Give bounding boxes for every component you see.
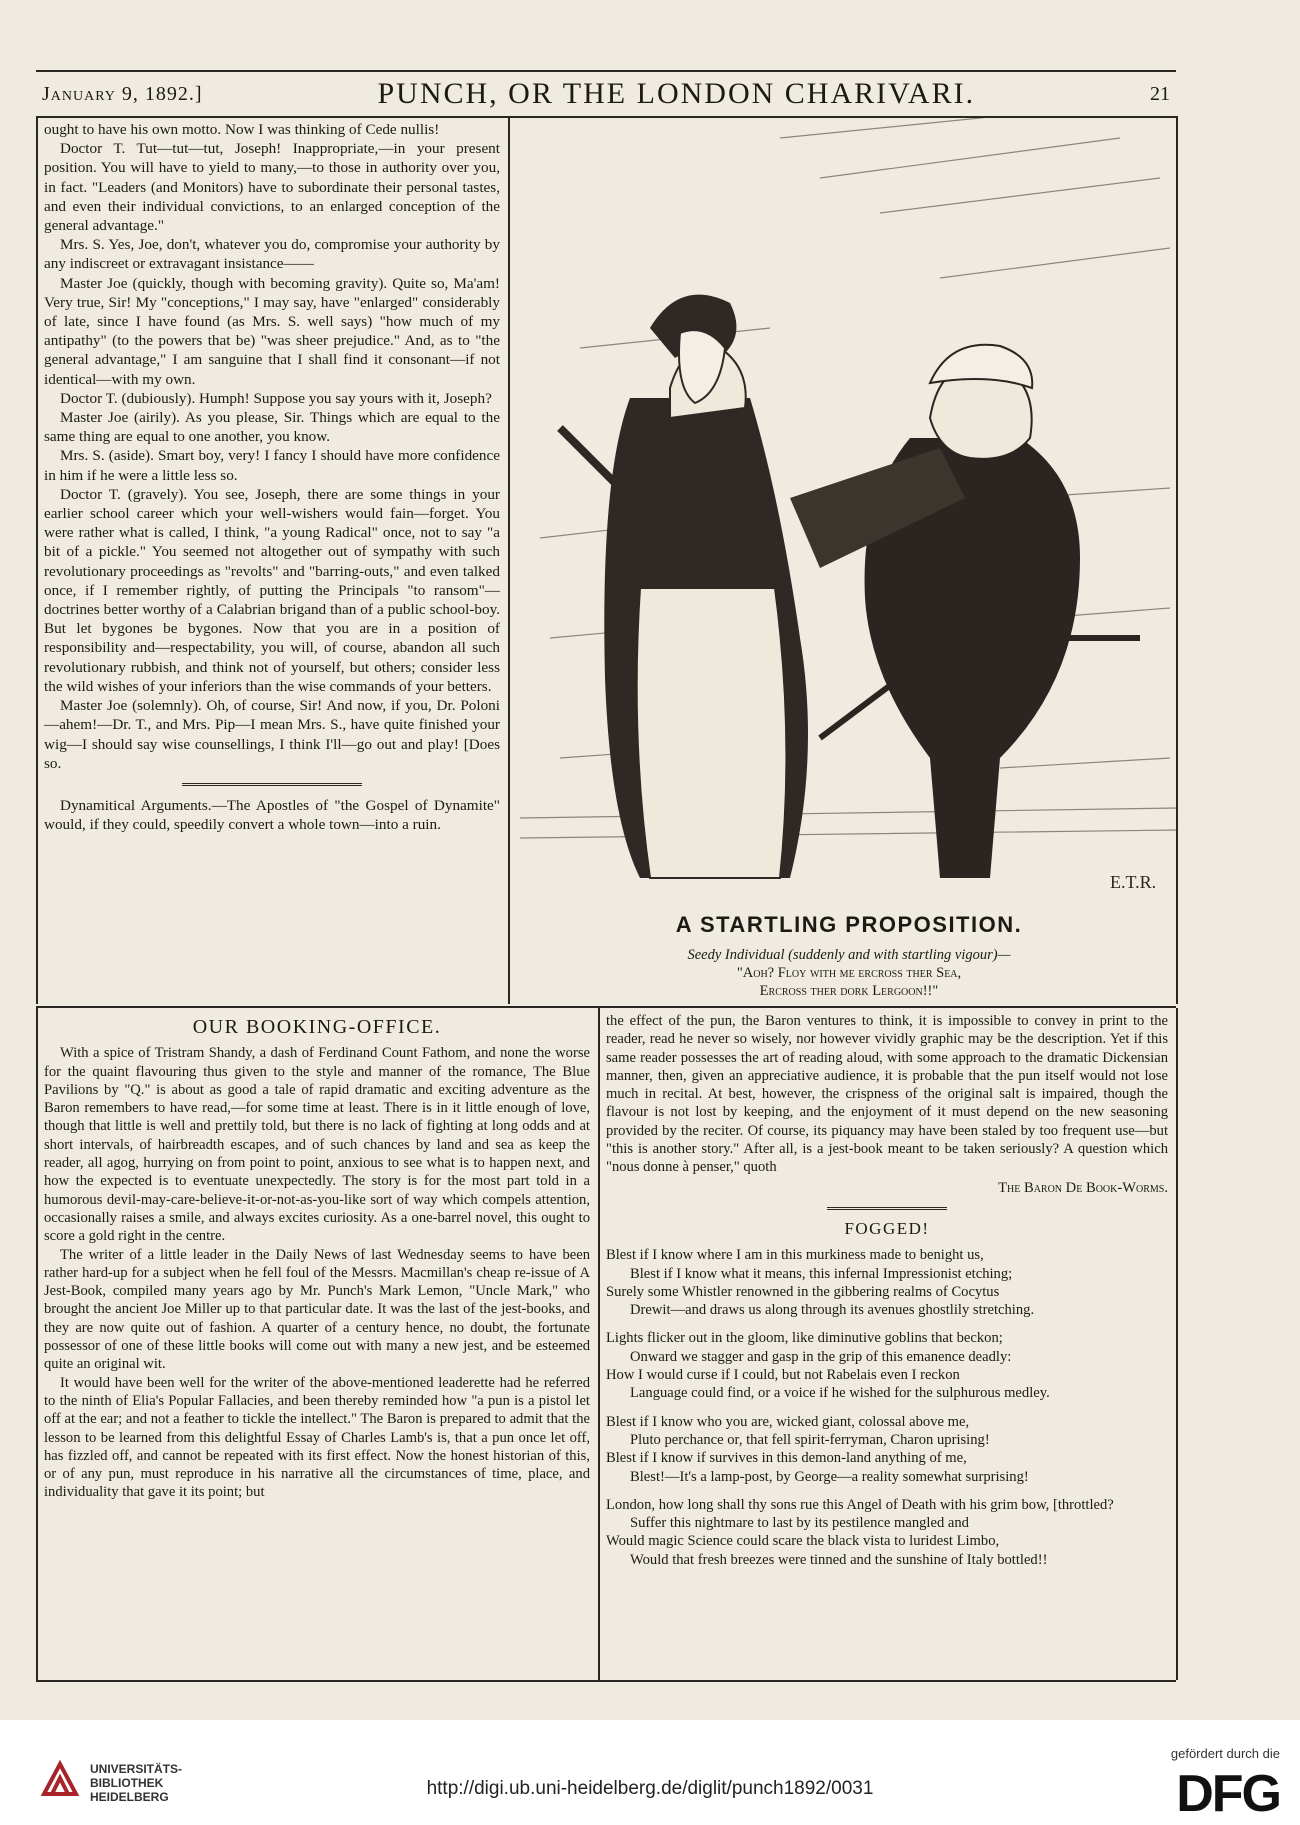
cartoon-caption	[520, 946, 1178, 1000]
dialogue-paragraph: Mrs. S. Yes, Joe, don't, whatever you do, compromise your authority by any indiscreet or extravagant insistance——	[44, 236, 500, 273]
dialogue-column	[44, 120, 500, 834]
caption-quote-line: Ercross ther dork Lergoon!!"	[759, 983, 939, 999]
review-continuation: the effect of the pun, the Baron ventures to think, it is impossible to convey in print to the reader, read he never so wisely, nor however vividly graphic may be the description. Yet if this same reader possesses the art of reading aloud, with some approach to the dramatic Dickensian manner, then, given an appreciative audience, it is probable that the pun itself would not lose much in recital. At best, however, the crispness of the original salt is impaired, though the flavour is not lost by keeping, and the enjoyment of it must depend on the new seasoning provided by the reciter. Of course, its piquancy may have been staled by too frequent use—but "this is another story." After all, is a jest-book meant to be taken seriously? A question which "nous donne à penser," quoth	[606, 1013, 1168, 1176]
dialogue-paragraph: Master Joe (solemnly). Oh, of course, Sir! And now, if you, Dr. Poloni—ahem!—Dr. T., and Mrs. Pip—I mean Mrs. S., have quite finished your wig—I should say wise counsellings, I think I'll—go out and play! [Does so.	[44, 697, 500, 772]
short-rule	[182, 783, 362, 786]
source-url[interactable]: http://digi.ub.uni-heidelberg.de/diglit/punch1892/0031	[426, 1778, 874, 1799]
column-divider-top	[508, 116, 510, 1004]
poem-line: How I would curse if I could, but not Rabelais even I reckon	[606, 1367, 960, 1384]
review-paragraph: It would have been well for the writer of the above-mentioned leaderette had he referred to the ninth of Elia's Popular Fallacies, and been thereby reminded how "a pun is a pistol let off at the ear; and not a feather to tickle the intellect." The Baron is prepared to admit that the lesson to be learned from this delightful Essay of Charles Lamb's is, that a pun once let off, has fizzled off, and cannot be repeated with its first effect. Now the honest historian of this, or of any pun, must reproduce in his narrative all the circumstances of time, place, and individuality that gave it its point; but	[44, 1374, 590, 1501]
page-number: 21	[1150, 82, 1170, 105]
short-rule	[827, 1207, 947, 1210]
poem-line: Pluto perchance or, that fell spirit-ferryman, Charon uprising!	[630, 1431, 990, 1448]
review-paragraph: With a spice of Tristram Shandy, a dash of Ferdinand Count Fathom, and none the worse for the quaint flavouring thus given to the style and manner of the romance, The Blue Pavilions by "Q." is about as good a tale of rapid dramatic and exciting adventure as the Baron remembers to have read,—for some time at least. There is in it little enough of love, though that little is well and prettily told, but there is no lack of fighting at long odds and at short intervals, of hairbreadth escapes, and of such chances by land and sea as keep the reader, all agog, hurrying on from point to point, anxious to see what is to happen next, and how the expected is to eventuate unexpectedly. The story is for the most part told in a humorous devil-may-care-believe-it-or-not-as-you-like sort of way which compels attention, occasionally raises a smile, and always excites curiosity. As a one-barrel novel, this ought to score a gold right in the centre.	[44, 1045, 590, 1245]
poem-line: Blest!—It's a lamp-post, by George—a reality somewhat surprising!	[630, 1468, 1029, 1485]
dialogue-paragraph: Mrs. S. (aside). Smart boy, very! I fancy I should have more confidence in him if he were a little less so.	[44, 447, 500, 484]
poem-line: Would that fresh breezes were tinned and the sunshine of Italy bottled!!	[630, 1551, 1048, 1568]
fogged-poem	[606, 1246, 1168, 1569]
caption-quote-line: "Aoh? Floy with me ercross ther Sea,	[736, 965, 962, 981]
dialogue-paragraph: Doctor T. (gravely). You see, Joseph, there are some things in your earlier school career which your well-wishers would fain—forget. You were rather what is called, I think, "a young Radical" once, not to say "a bit of a pickle." You seemed not altogether out of sympathy with such revolutionary proceedings as "revolts" and "barring-outs," and even talked once, if I remember rightly, of putting the Principals "to ransom"—doctrines better worthy of a Calabrian brigand than of a public school-boy. But let bygones be bygones. Now that you are in a position of responsibility and—respectability, you will, of course, abandon all such revolutionary rubbish, and think not of yourself, but others; consider less the wild wishes of your inferiors than the wise commands of your betters.	[44, 485, 500, 695]
review-signature: The Baron De Book-Worms.	[998, 1179, 1168, 1196]
poem-line: Surely some Whistler renowned in the gibbering realms of Cocytus	[606, 1283, 1000, 1300]
column-divider-bottom	[598, 1008, 600, 1680]
man-figure	[790, 345, 1140, 878]
dialogue-paragraph: Doctor T. (dubiously). Humph! Suppose you say yours with it, Joseph?	[60, 389, 492, 407]
page-header	[36, 70, 1176, 118]
dfg-logo: DFG	[1176, 1765, 1280, 1823]
library-name: UNIVERSITÄTS- BIBLIOTHEK HEIDELBERG	[90, 1762, 183, 1804]
booking-office-title: OUR BOOKING-OFFICE.	[192, 1016, 442, 1038]
dialogue-paragraph: ought to have his own motto. Now I was thinking of Cede nullis!	[44, 121, 440, 138]
poem-title: FOGGED!	[844, 1218, 930, 1238]
poem-line: Onward we stagger and gasp in the grip of this emanence deadly:	[630, 1348, 1012, 1365]
poem-line: Blest if I know what it means, this infernal Impressionist etching;	[630, 1265, 1013, 1282]
dialogue-paragraph: Doctor T. Tut—tut—tut, Joseph! Inappropriate,—in your present position. You will have to yield to many,—to those in authority over you, in fact. "Leaders (and Monitors) have to subordinate their personal tastes, and even their individual convictions, to an enlarged conception of the general advantage."	[44, 140, 500, 235]
dialogue-paragraph: Master Joe (airily). As you please, Sir. Things which are equal to the same thing are equal to one another, you know.	[44, 409, 500, 446]
review-paragraph: The writer of a little leader in the Daily News of last Wednesday seems to have been rather hard-up for a subject when he fell foul of the Messrs. Macmillan's cheap re-issue of A Jest-Book, compiled many years ago by Mr. Punch's Mark Lemon, "Uncle Mark," who brought the ancient Joe Miller up to that particular date. It was the last of the jest-books, and they are now quite out of fashion. A quarter of a century hence, no doubt, the fortunate possessor of one of these little books will come out with many a new jest, and be esteemed quite an original wit.	[44, 1246, 590, 1373]
dynamite-paragraph: Dynamitical Arguments.—The Apostles of "the Gospel of Dynamite" would, if they could, speedily convert a whole town—into a ruin.	[44, 796, 500, 834]
poem-stanza	[606, 1413, 1168, 1486]
poem-line: London, how long shall thy sons rue this Angel of Death with his grim bow, [throttled?	[606, 1496, 1114, 1513]
issue-date: January 9, 1892.]	[42, 82, 203, 105]
cartoon-illustration	[520, 118, 1178, 908]
poem-line: Language could find, or a voice if he wished for the sulphurous medley.	[630, 1385, 1050, 1402]
dialogue-paragraph: Master Joe (quickly, though with becoming gravity). Quite so, Ma'am! Very true, Sir! My "conceptions," I may say, have "enlarged" considerably of late, since I have found (as Mrs. S. well says) "how much of my antipathy" (to the powers that be) "was sheer prejudice." And, as to "the general advantage," I am sanguine that I shall find it consonant—if not identical—with my own.	[44, 274, 500, 388]
poem-line: Would magic Science could scare the black vista to luridest Limbo,	[606, 1533, 1000, 1550]
poem-line: Blest if I know who you are, wicked giant, colossal above me,	[606, 1413, 970, 1430]
viewer-footer	[0, 1720, 1300, 1825]
poem-stanza	[606, 1329, 1168, 1402]
bottom-rule	[36, 1680, 1176, 1682]
cartoon-title: A STARTLING PROPOSITION.	[675, 912, 1023, 937]
poem-line: Lights flicker out in the gloom, like diminutive goblins that beckon;	[606, 1330, 1003, 1347]
poem-line: Blest if I know if survives in this demon-land anything of me,	[606, 1450, 967, 1467]
publication-title: PUNCH, OR THE LONDON CHARIVARI.	[377, 77, 976, 110]
poem-line: Suffer this nightmare to last by its pestilence mangled and	[630, 1515, 969, 1532]
poem-stanza	[606, 1496, 1168, 1569]
caption-speaker: Seedy Individual (suddenly and with startling vigour)—	[687, 947, 1011, 963]
woman-figure	[560, 295, 808, 878]
poem-line: Blest if I know where I am in this murkiness made to benight us,	[606, 1247, 984, 1264]
poem-line: Drewit—and draws us along through its avenues ghostlily stretching.	[630, 1302, 1035, 1319]
artist-signature: E.T.R.	[1110, 872, 1157, 892]
right-bottom-column	[606, 1012, 1168, 1579]
funding-label: gefördert durch die	[1170, 1746, 1280, 1761]
poem-stanza	[606, 1246, 1168, 1319]
booking-office-column	[44, 1012, 590, 1502]
